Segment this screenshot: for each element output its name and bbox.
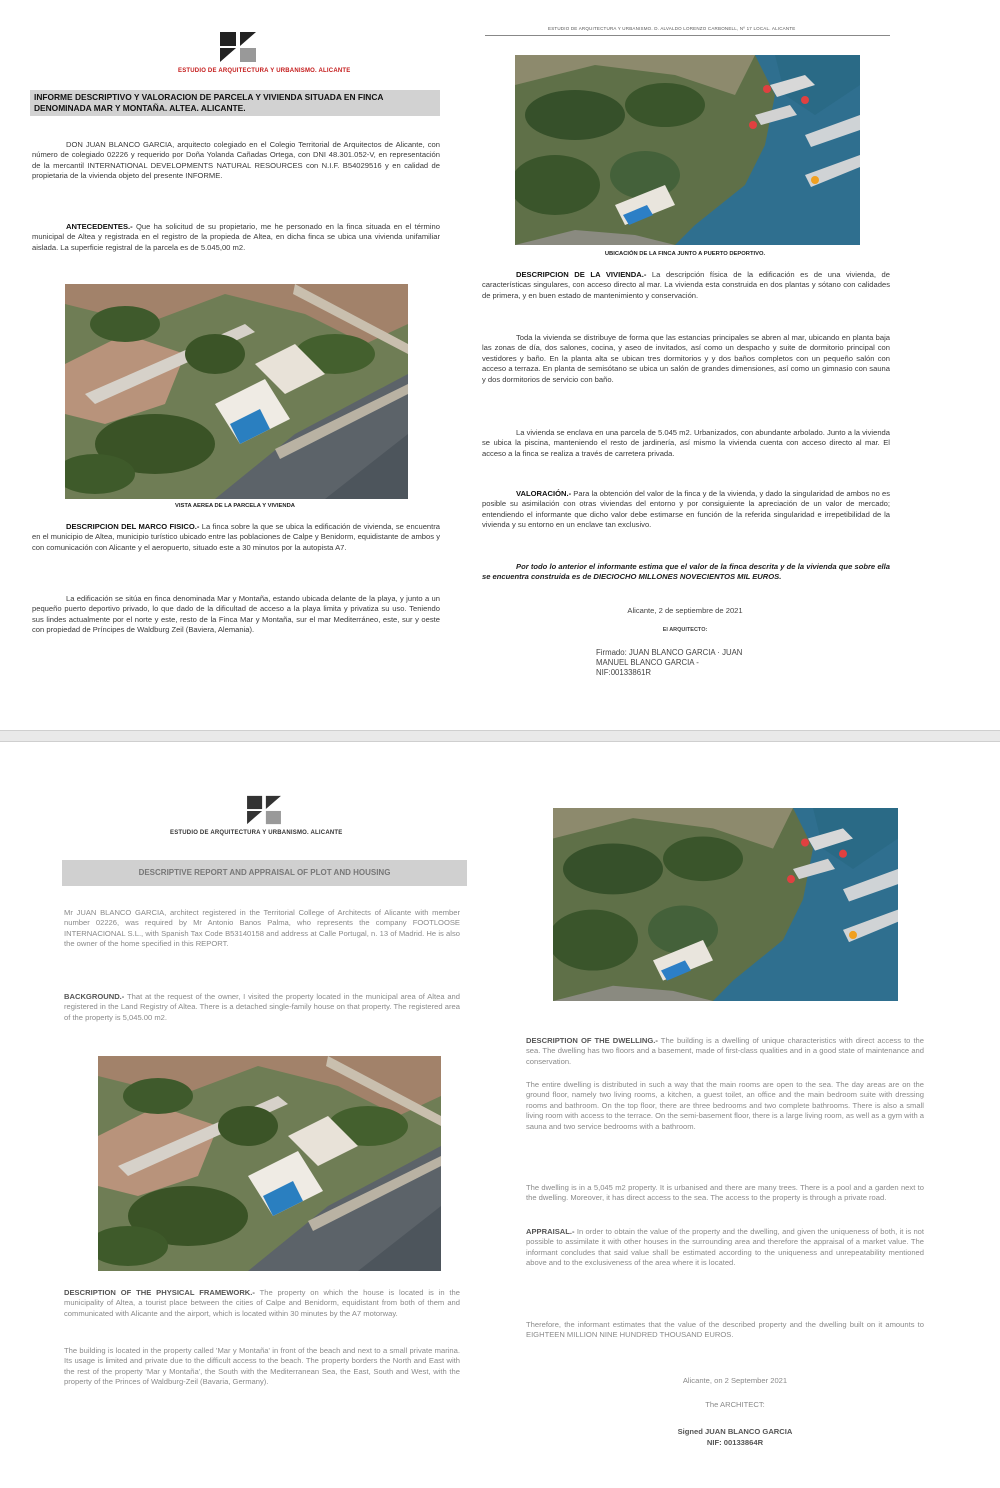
signature-line-1-en: Signed JUAN BLANCO GARCIA: [677, 1427, 793, 1436]
framework-paragraph-2-en: The building is located in the property called 'Mar y Montaña' in front of the beach and next to a small private marina. Its usage is limited and private due to the difficult access to the beach. The property borders the North and East with the rest of the property 'Mar y Montaña', the South with the Mediterranean Sea, the East, South and West, with the property of the Princes of Waldburg-Zeil (Bavaria, Germany).: [64, 1346, 460, 1387]
studio-logo-caption: ESTUDIO DE ARQUITECTURA Y URBANISMO. ALICANTE: [178, 68, 351, 74]
header-rule: [485, 35, 890, 36]
sheet-separator: [0, 730, 1000, 742]
framework-text: The property on which the house is located is in the municipality of Altea, a tourist place between the cities of Calpe and Benidorm, equidistant from both of them and communicated with Alicante and the airport, which is located within 30 minutes by the A7 motorway.: [64, 1288, 460, 1318]
signature-date: Alicante, 2 de septiembre de 2021: [627, 606, 743, 615]
dwelling-paragraph-en: [526, 1036, 924, 1067]
aerial-photo-plot: [65, 284, 408, 499]
dwelling-text: The building is a dwelling of unique characteristics with direct access to the sea. The dwelling has two floors and a basement, made of first-class qualities and in a good state of maintenance and conservation.: [526, 1036, 925, 1066]
signature-line-1: Firmado: JUAN BLANCO GARCIA · JUAN: [596, 648, 743, 657]
background-label: BACKGROUND.-: [64, 992, 125, 1001]
report-title-en: DESCRIPTIVE REPORT AND APPRAISAL OF PLOT AND HOUSING: [62, 860, 467, 886]
aerial-photo-plot-en: [98, 1056, 441, 1271]
vivienda-paragraph-2: Toda la vivienda se distribuye de forma que las estancias principales se abren al mar, ubicando en planta baja las zonas de día, dos salones, cocina, y aseo de invitados, así como un despacho y suite de dormitorio principal con vestidores y baño. En la planta alta se ubican tres dormitorios y y dos baños completos con un pequeño salón con acceso a terraza. En planta de semisótano se ubica un salón de grandes dimensiones, así como un gimnasio con sauna y dos dormitorios de servicio con baño.: [482, 333, 890, 384]
dwelling-paragraph-2-en: The entire dwelling is distributed in such a way that the main rooms are open to the sea. The day areas are on the ground floor, namely two living rooms, a kitchen, a guest toilet, an office and the main bedroom suite with dressing rooms and bathroom. On the top floor, there are three bedrooms and two complete bathrooms. There is also a small living room with access to the terrace. On the semi-basement floor, there is a large living room, as well as a gym with a sauna and two service bedrooms with a bathroom.: [526, 1080, 924, 1131]
framework-paragraph-en: [64, 1288, 460, 1319]
dwelling-paragraph-3-en: The dwelling is in a 5,045 m2 property. It is urbanised and there are many trees. There is a pool and a garden next to the dwelling. Moreover, it has direct access to the sea. The access to the property is through a private road.: [526, 1183, 924, 1203]
signature-line-3: NIF:00133861R: [596, 668, 652, 677]
port-photo-caption: UBICACIÓN DE LA FINCA JUNTO A PUERTO DEPORTIVO.: [604, 251, 766, 257]
vivienda-label: DESCRIPCION DE LA VIVIENDA.-: [516, 270, 647, 279]
marco-fisico-paragraph: [32, 522, 440, 553]
studio-logo-en: [245, 794, 283, 826]
signature-date-en: Alicante, on 2 September 2021: [682, 1376, 788, 1385]
intro-paragraph: DON JUAN BLANCO GARCIA, arquitecto colegiado en el Colegio Territorial de Arquitectos de Alicante, con número de colegiado 02226 y requerido por Doña Yolanda Cañadas Ortega, con DNI 48.301.052-V, en representación de la mercantil INTERNATIONAL DEVELOPMENTS NATURAL RESOURCES con N.I.F. B54029516 y en calidad de propietaria de la vivienda objeto del presente INFORME.: [32, 140, 440, 181]
spanish-report-sheet: [0, 0, 1000, 730]
aerial-photo-port-en: [553, 808, 898, 1001]
background-text: That at the request of the owner, I visited the property located in the municipal area of Altea and registered in the Land Registry of Altea. There is a detached single-family house on that property. The registered area of the property is 5,045.00 m2.: [64, 992, 460, 1022]
report-title: INFORME DESCRIPTIVO Y VALORACION DE PARCELA Y VIVIENDA SITUADA EN FINCA DENOMINADA MAR Y MONTAÑA. ALTEA. ALICANTE.: [30, 90, 440, 116]
valoracion-paragraph: [482, 489, 890, 531]
dwelling-label: DESCRIPTION OF THE DWELLING.-: [526, 1036, 658, 1045]
conclusion-paragraph-en: Therefore, the informant estimates that the value of the described property and the dwelling built on it amounts to EIGHTEEN MILLION NINE HUNDRED THOUSAND EUROS.: [526, 1320, 924, 1340]
studio-logo-caption-en: ESTUDIO DE ARQUITECTURA Y URBANISMO. ALICANTE: [170, 830, 343, 836]
framework-label: DESCRIPTION OF THE PHYSICAL FRAMEWORK.-: [64, 1288, 255, 1297]
aerial-photo-caption: VISTA AEREA DE LA PARCELA Y VIVIENDA: [175, 503, 295, 509]
valoracion-label: VALORACIÓN.-: [516, 489, 572, 498]
marco-fisico-label: DESCRIPCION DEL MARCO FISICO.-: [66, 522, 200, 531]
antecedentes-label: ANTECEDENTES.-: [66, 222, 133, 231]
appraisal-paragraph-en: [526, 1227, 924, 1269]
architect-label: El ARQUITECTO:: [662, 627, 708, 633]
studio-address-header: ESTUDIO DE ARQUITECTURA Y URBANISMO. D. ALVALDO LORENZO CARBONELL, Nº 17 LOCAL. ALICANTE: [548, 26, 796, 31]
intro-paragraph-en: Mr JUAN BLANCO GARCIA, architect registered in the Territorial College of Architects of Alicante with member number 02226, was required by Mr Antonio Banos Palma, who represents the company FOOTLOOSE INTERNACIONAL S.L., with Spanish Tax Code B53140158 and address at Calle Portugal, n. 13 of Madrid. He is also the owner of the home specified in this REPORT.: [64, 908, 460, 949]
marco-fisico-text: La finca sobre la que se ubica la edificación de vivienda, se encuentra en el municipio de Altea, municipio turístico ubicado entre las poblaciones de Calpe y Benidorm, equidistante de ambos y con comunicación con Alicante y el aeropuerto, situado este a 30 minutos por la autopista A7.: [32, 522, 441, 552]
appraisal-text: In order to obtain the value of the property and the dwelling, and given the uniqueness of both, it is not possible to assimilate it with other houses in the surrounding area and therefore the appraisal of a market value. The informant concludes that said value shall be estimated according to the uniqueness and unrepeatability mentioned above and to the exclusiveness of the area where it is located.: [526, 1227, 924, 1268]
studio-logo: [218, 30, 258, 64]
english-report-sheet: [0, 742, 1000, 1488]
conclusion-paragraph: Por todo lo anterior el informante estima que el valor de la finca descrita y de la vivienda que sobre ella se encuentra construida es de DIECIOCHO MILLONES NOVECIENTOS MIL EUROS.: [482, 562, 890, 582]
appraisal-label: APPRAISAL.-: [526, 1227, 575, 1236]
aerial-photo-port: [515, 55, 860, 245]
vivienda-text: La descripción física de la edificación es de una vivienda, de características singulares, con acceso directo al mar. La vivienda esta construida en dos plantas y sótano con calidades de primera, y en buen estado de mantenimiento y conservación.: [482, 270, 890, 300]
signature-line-2-en: NIF: 00133864R: [706, 1438, 764, 1447]
valoracion-text: Para la obtención del valor de la finca y de la vivienda, y dado la singularidad de ambos no es posible su asimilación con otras viviendas del entorno y por consiguiente la apreciación de un valor de mercado; entendiendo el informante que dicho valor debe estimarse en función de la referida singularidad e irrepetibilidad de la vivienda y su entorno en un enclave tan exclusivo.: [482, 489, 890, 530]
architect-label-en: The ARCHITECT:: [705, 1400, 765, 1409]
vivienda-paragraph-3: La vivienda se enclava en una parcela de 5.045 m2. Urbanizados, con abundante arbolado. Junto a la vivienda se ubica la piscina, manteniendo el resto de jardinería, así mismo la vivienda cuenta con acceso directo al mar. El acceso a la finca se realiza a través de carretera privada.: [482, 428, 890, 458]
signature-line-2: MANUEL BLANCO GARCIA -: [596, 658, 699, 667]
vivienda-paragraph: [482, 270, 890, 301]
antecedentes-text: Que ha solicitud de su propietario, me he personado en la finca situada en el término municipal de Altea y registrada en el registro de la propieda de Altea, en dicha finca se ubica una vivienda unifamiliar aislada. La superficie registral de la parcela es de 5.045,00 m2.: [32, 222, 440, 252]
antecedentes-paragraph: [32, 222, 440, 253]
marco-fisico-paragraph-2: La edificación se sitúa en finca denominada Mar y Montaña, estando ubicada delante de la playa, y junto a un pequeño puerto deportivo privado, lo que dado de la dificultad de acceso a la playa limita y privatiza su uso. Teniendo sus lindes actualmente por el norte y este, resto de la Finca Mar y Montaña, sur el mar Mediterráneo, este, sur y oeste con propiedad de Príncipes de Waldburg Zeil (Baviera, Alemania).: [32, 594, 440, 635]
background-paragraph-en: [64, 992, 460, 1023]
